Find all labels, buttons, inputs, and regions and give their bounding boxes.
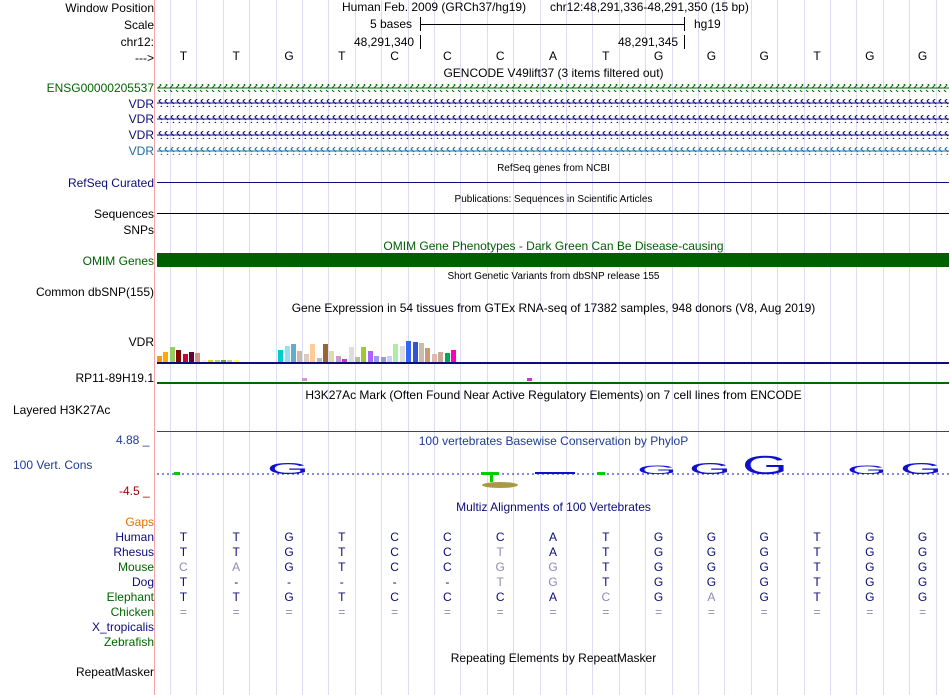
gtex-tissue-bar[interactable] bbox=[170, 347, 175, 362]
aligned-base: G bbox=[759, 560, 769, 574]
gtex-tissue-bar[interactable] bbox=[310, 344, 315, 362]
aligned-base: G bbox=[759, 530, 769, 544]
gtex-tissue-bar[interactable] bbox=[400, 346, 405, 362]
aligned-base: G bbox=[759, 590, 769, 604]
aligned-base: T bbox=[813, 530, 821, 544]
gtex-tissue-bar[interactable] bbox=[183, 354, 188, 362]
aligned-base: C bbox=[179, 560, 188, 574]
aligned-base: G bbox=[706, 575, 717, 589]
gtex-tissue-bar[interactable] bbox=[361, 347, 366, 362]
aligned-base: T bbox=[813, 575, 821, 589]
aligned-base: G bbox=[284, 530, 294, 544]
gtex-tissue-bar[interactable] bbox=[297, 351, 302, 362]
aligned-base: - bbox=[234, 575, 239, 589]
species-label-dog[interactable]: Dog bbox=[131, 575, 154, 589]
svg-text:G: G bbox=[900, 461, 942, 478]
gtex-track-title[interactable]: Gene Expression in 54 tissues from GTEx RNA-seq of 17382 samples, 948 donors (V8, Aug 2019) bbox=[291, 301, 816, 315]
base-letter: T bbox=[338, 49, 346, 63]
cons-logo-track[interactable] bbox=[157, 452, 949, 494]
aligned-base: C bbox=[495, 530, 505, 544]
dbsnp-label[interactable]: Common dbSNP(155) bbox=[35, 285, 154, 299]
sequences-feature-line[interactable] bbox=[157, 213, 949, 214]
base-letter: G bbox=[865, 49, 875, 63]
omim-label[interactable]: OMIM Genes bbox=[82, 254, 154, 268]
aligned-base: G bbox=[706, 530, 717, 544]
h3k27ac-track-title[interactable]: H3K27Ac Mark (Often Found Near Active Regulatory Elements) on 7 cell lines from ENCODE bbox=[305, 388, 802, 402]
base-letter: A bbox=[548, 49, 557, 63]
aligned-base: G bbox=[706, 545, 717, 559]
gencode-label-2[interactable]: VDR bbox=[128, 112, 154, 126]
base-letter: T bbox=[602, 49, 610, 63]
aligned-base: = bbox=[443, 605, 451, 619]
aligned-base: T bbox=[496, 545, 504, 559]
base-letter: T bbox=[179, 49, 188, 63]
aligned-base: G bbox=[653, 545, 664, 559]
aligned-base: T bbox=[179, 575, 188, 589]
aligned-base: - bbox=[392, 575, 397, 589]
scale-bar-left-tick bbox=[420, 17, 421, 31]
aligned-base: = bbox=[549, 605, 557, 619]
aligned-base: T bbox=[338, 590, 346, 604]
gtex-tissue-bar[interactable] bbox=[291, 344, 296, 362]
base-letter: T bbox=[813, 49, 821, 63]
aligned-base: C bbox=[443, 560, 452, 574]
aligned-base: C bbox=[443, 545, 452, 559]
base-letter: G bbox=[284, 49, 294, 63]
gtex-tissue-bar[interactable] bbox=[349, 347, 354, 362]
gencode-track-title[interactable]: GENCODE V49lift37 (3 items filtered out) bbox=[443, 66, 664, 80]
aligned-base: T bbox=[232, 545, 240, 559]
sequences-label[interactable]: Sequences bbox=[93, 207, 154, 221]
aligned-base: = bbox=[707, 605, 715, 619]
aligned-base: T bbox=[232, 530, 240, 544]
scale-bar-right-tick bbox=[684, 17, 685, 31]
gtex-label-vdr[interactable]: VDR bbox=[128, 335, 154, 349]
gaps-label[interactable]: Gaps bbox=[125, 515, 154, 529]
aligned-base: A bbox=[232, 560, 241, 574]
aligned-base: G bbox=[865, 545, 875, 559]
aligned-base: = bbox=[866, 605, 874, 619]
aligned-base: = bbox=[813, 605, 821, 619]
aligned-base: G bbox=[759, 545, 769, 559]
aligned-base: T bbox=[338, 545, 346, 559]
cons-max-value: 4.88 _ bbox=[116, 433, 150, 447]
aligned-base: G bbox=[865, 530, 875, 544]
species-label-rhesus[interactable]: Rhesus bbox=[113, 545, 154, 559]
base-letter: G bbox=[917, 49, 928, 63]
aligned-base: C bbox=[390, 560, 399, 574]
aligned-base: T bbox=[602, 560, 610, 574]
aligned-base: C bbox=[390, 530, 399, 544]
aligned-base: T bbox=[179, 590, 188, 604]
aligned-base: = bbox=[760, 605, 768, 619]
species-label-human[interactable]: Human bbox=[115, 530, 154, 544]
aligned-base: G bbox=[284, 545, 294, 559]
gtex-tissue-bar[interactable] bbox=[285, 346, 290, 362]
aligned-base: C bbox=[495, 590, 505, 604]
aligned-base: G bbox=[759, 575, 769, 589]
aligned-base: - bbox=[445, 575, 450, 589]
coord-left: 48,291,340 bbox=[354, 35, 415, 49]
repeatmasker-track-title[interactable]: Repeating Elements by RepeatMasker bbox=[450, 651, 657, 665]
gencode-label-1[interactable]: VDR bbox=[128, 97, 154, 111]
aligned-base: T bbox=[602, 530, 610, 544]
base-letter: C bbox=[443, 49, 452, 63]
aligned-base: A bbox=[707, 590, 716, 604]
aligned-base: A bbox=[548, 590, 557, 604]
gtex-tissue-bar[interactable] bbox=[278, 350, 283, 362]
aligned-base: T bbox=[602, 545, 610, 559]
gtex-tissue-bar[interactable] bbox=[413, 342, 418, 362]
gtex-tissue-bar[interactable] bbox=[163, 352, 168, 362]
aligned-base: = bbox=[602, 605, 610, 619]
gtex-tissue-bar[interactable] bbox=[195, 353, 200, 362]
aligned-base: T bbox=[179, 530, 188, 544]
aligned-base: = bbox=[338, 605, 346, 619]
gtex-label-rp11[interactable]: RP11-89H19.1 bbox=[75, 371, 154, 385]
scale-bar bbox=[420, 24, 685, 25]
base-letter: C bbox=[495, 49, 505, 63]
aligned-base: G bbox=[284, 590, 294, 604]
h3k27ac-baseline bbox=[157, 431, 949, 432]
aligned-base: = bbox=[179, 605, 187, 619]
aligned-base: A bbox=[548, 530, 557, 544]
refseq-feature-line[interactable] bbox=[157, 182, 949, 183]
aligned-base: T bbox=[602, 575, 610, 589]
refseq-track-title[interactable]: RefSeq genes from NCBI bbox=[497, 163, 610, 174]
pubs-track-title[interactable]: Publications: Sequences in Scientific Articles bbox=[454, 194, 653, 205]
gtex-rp11-mark-2 bbox=[527, 378, 532, 381]
aligned-base: = bbox=[232, 605, 240, 619]
aligned-base: C bbox=[601, 590, 611, 604]
aligned-base: T bbox=[338, 530, 346, 544]
cons-label[interactable]: 100 Vert. Cons bbox=[13, 458, 93, 472]
gtex-tissue-bar[interactable] bbox=[432, 354, 437, 362]
aligned-base: T bbox=[179, 545, 188, 559]
aligned-base: G bbox=[284, 560, 294, 574]
coord-right-tick bbox=[684, 35, 685, 49]
omim-feature-bar[interactable] bbox=[157, 253, 949, 267]
aligned-base: G bbox=[548, 560, 558, 574]
cons-min-value: -4.5 _ bbox=[119, 484, 150, 498]
species-label-chicken[interactable]: Chicken bbox=[110, 605, 154, 619]
aligned-base: = bbox=[655, 605, 663, 619]
gtex-rp11-mark-1 bbox=[302, 378, 307, 381]
gtex-baseline-vdr bbox=[157, 362, 949, 364]
svg-text:G: G bbox=[689, 461, 731, 478]
coord-left-tick bbox=[420, 35, 421, 49]
aligned-base: G bbox=[495, 560, 505, 574]
species-label-elephant[interactable]: Elephant bbox=[106, 590, 154, 604]
gtex-tissue-bar[interactable] bbox=[445, 353, 450, 362]
aligned-base: C bbox=[443, 590, 452, 604]
aligned-base: - bbox=[339, 575, 344, 589]
window-position-label: Window Position bbox=[65, 1, 154, 15]
gtex-tissue-bar[interactable] bbox=[329, 351, 334, 362]
svg-text:G: G bbox=[267, 461, 309, 478]
aligned-base: C bbox=[443, 530, 452, 544]
aligned-base: A bbox=[548, 545, 557, 559]
aligned-base: T bbox=[496, 575, 504, 589]
db-label: hg19 bbox=[694, 17, 721, 31]
aligned-base: G bbox=[917, 575, 928, 589]
scale-label: Scale bbox=[123, 18, 154, 32]
base-letter: C bbox=[390, 49, 399, 63]
label-divider bbox=[154, 0, 155, 695]
gtex-tissue-bar[interactable] bbox=[176, 350, 181, 362]
base-letter: G bbox=[653, 49, 664, 63]
gencode-label-3[interactable]: VDR bbox=[128, 128, 154, 142]
aligned-base: G bbox=[865, 575, 875, 589]
omim-track-title[interactable]: OMIM Gene Phenotypes - Dark Green Can Be Disease-causing bbox=[383, 239, 724, 253]
multiz-track-title[interactable]: Multiz Alignments of 100 Vertebrates bbox=[456, 500, 651, 514]
species-label-mouse[interactable]: Mouse bbox=[117, 560, 154, 574]
svg-text:G: G bbox=[847, 463, 887, 477]
gtex-expression-chart[interactable] bbox=[157, 316, 537, 362]
aligned-base: = bbox=[496, 605, 504, 619]
aligned-base: G bbox=[706, 560, 717, 574]
species-label-x_tropicalis[interactable]: X_tropicalis bbox=[91, 620, 154, 634]
scale-text: 5 bases bbox=[370, 17, 413, 31]
aligned-base: T bbox=[813, 560, 821, 574]
gtex-tissue-bar[interactable] bbox=[189, 352, 194, 362]
aligned-base: T bbox=[338, 560, 346, 574]
gtex-tissue-bar[interactable] bbox=[425, 348, 430, 362]
refseq-label[interactable]: RefSeq Curated bbox=[67, 176, 154, 190]
aligned-base: T bbox=[813, 590, 821, 604]
aligned-base: G bbox=[917, 590, 928, 604]
aligned-base: G bbox=[917, 545, 928, 559]
species-label-zebrafish[interactable]: Zebrafish bbox=[103, 635, 154, 649]
gtex-tissue-bar[interactable] bbox=[406, 341, 411, 362]
aligned-base: C bbox=[390, 590, 399, 604]
svg-text:G: G bbox=[637, 463, 677, 477]
gtex-tissue-bar[interactable] bbox=[323, 344, 328, 362]
snps-label[interactable]: SNPs bbox=[123, 223, 154, 237]
aligned-base: - bbox=[287, 575, 291, 589]
base-letter: T bbox=[232, 49, 240, 63]
gtex-tissue-bar[interactable] bbox=[393, 344, 398, 362]
base-letter: G bbox=[759, 49, 769, 63]
aligned-base: G bbox=[917, 560, 928, 574]
aligned-base: G bbox=[865, 590, 875, 604]
gtex-tissue-bar[interactable] bbox=[304, 354, 309, 362]
svg-text:G: G bbox=[742, 452, 788, 480]
gencode-label-0[interactable]: ENSG00000205537 bbox=[46, 81, 154, 95]
aligned-base: G bbox=[653, 575, 664, 589]
repeatmasker-label[interactable]: RepeatMasker bbox=[75, 665, 154, 679]
aligned-base: C bbox=[390, 545, 399, 559]
cons-track-title[interactable]: 100 vertebrates Basewise Conservation by PhyloP bbox=[418, 434, 689, 448]
aligned-base: = bbox=[919, 605, 927, 619]
gencode-label-4[interactable]: VDR bbox=[128, 144, 154, 158]
aligned-base: = bbox=[285, 605, 293, 619]
base-letter: G bbox=[706, 49, 717, 63]
coord-right: 48,291,345 bbox=[618, 35, 679, 49]
aligned-base: G bbox=[548, 575, 558, 589]
gtex-baseline-rp11 bbox=[157, 382, 949, 384]
aligned-base: T bbox=[232, 590, 240, 604]
chrom-label: chr12: bbox=[120, 35, 154, 49]
gtex-tissue-bar[interactable] bbox=[368, 351, 373, 362]
position-readout: chr12:48,291,336-48,291,350 (15 bp) bbox=[550, 0, 749, 14]
gtex-tissue-bar[interactable] bbox=[419, 343, 424, 362]
aligned-base: G bbox=[865, 560, 875, 574]
aligned-base: = bbox=[391, 605, 399, 619]
gtex-tissue-bar[interactable] bbox=[451, 350, 456, 362]
base-sequence-row bbox=[0, 49, 950, 63]
aligned-base: G bbox=[917, 530, 928, 544]
aligned-base: T bbox=[813, 545, 821, 559]
h3k27ac-label[interactable]: Layered H3K27Ac bbox=[13, 403, 111, 417]
strand-arrow-label[interactable]: ---> bbox=[135, 51, 154, 65]
assembly-title: Human Feb. 2009 (GRCh37/hg19) bbox=[342, 0, 527, 14]
aligned-base: G bbox=[653, 560, 664, 574]
gencode-gene-features[interactable] bbox=[157, 81, 949, 159]
aligned-base: G bbox=[653, 590, 664, 604]
dbsnp-track-title[interactable]: Short Genetic Variants from dbSNP release 155 bbox=[447, 271, 660, 282]
gtex-tissue-bar[interactable] bbox=[438, 352, 443, 362]
aligned-base: G bbox=[653, 530, 664, 544]
